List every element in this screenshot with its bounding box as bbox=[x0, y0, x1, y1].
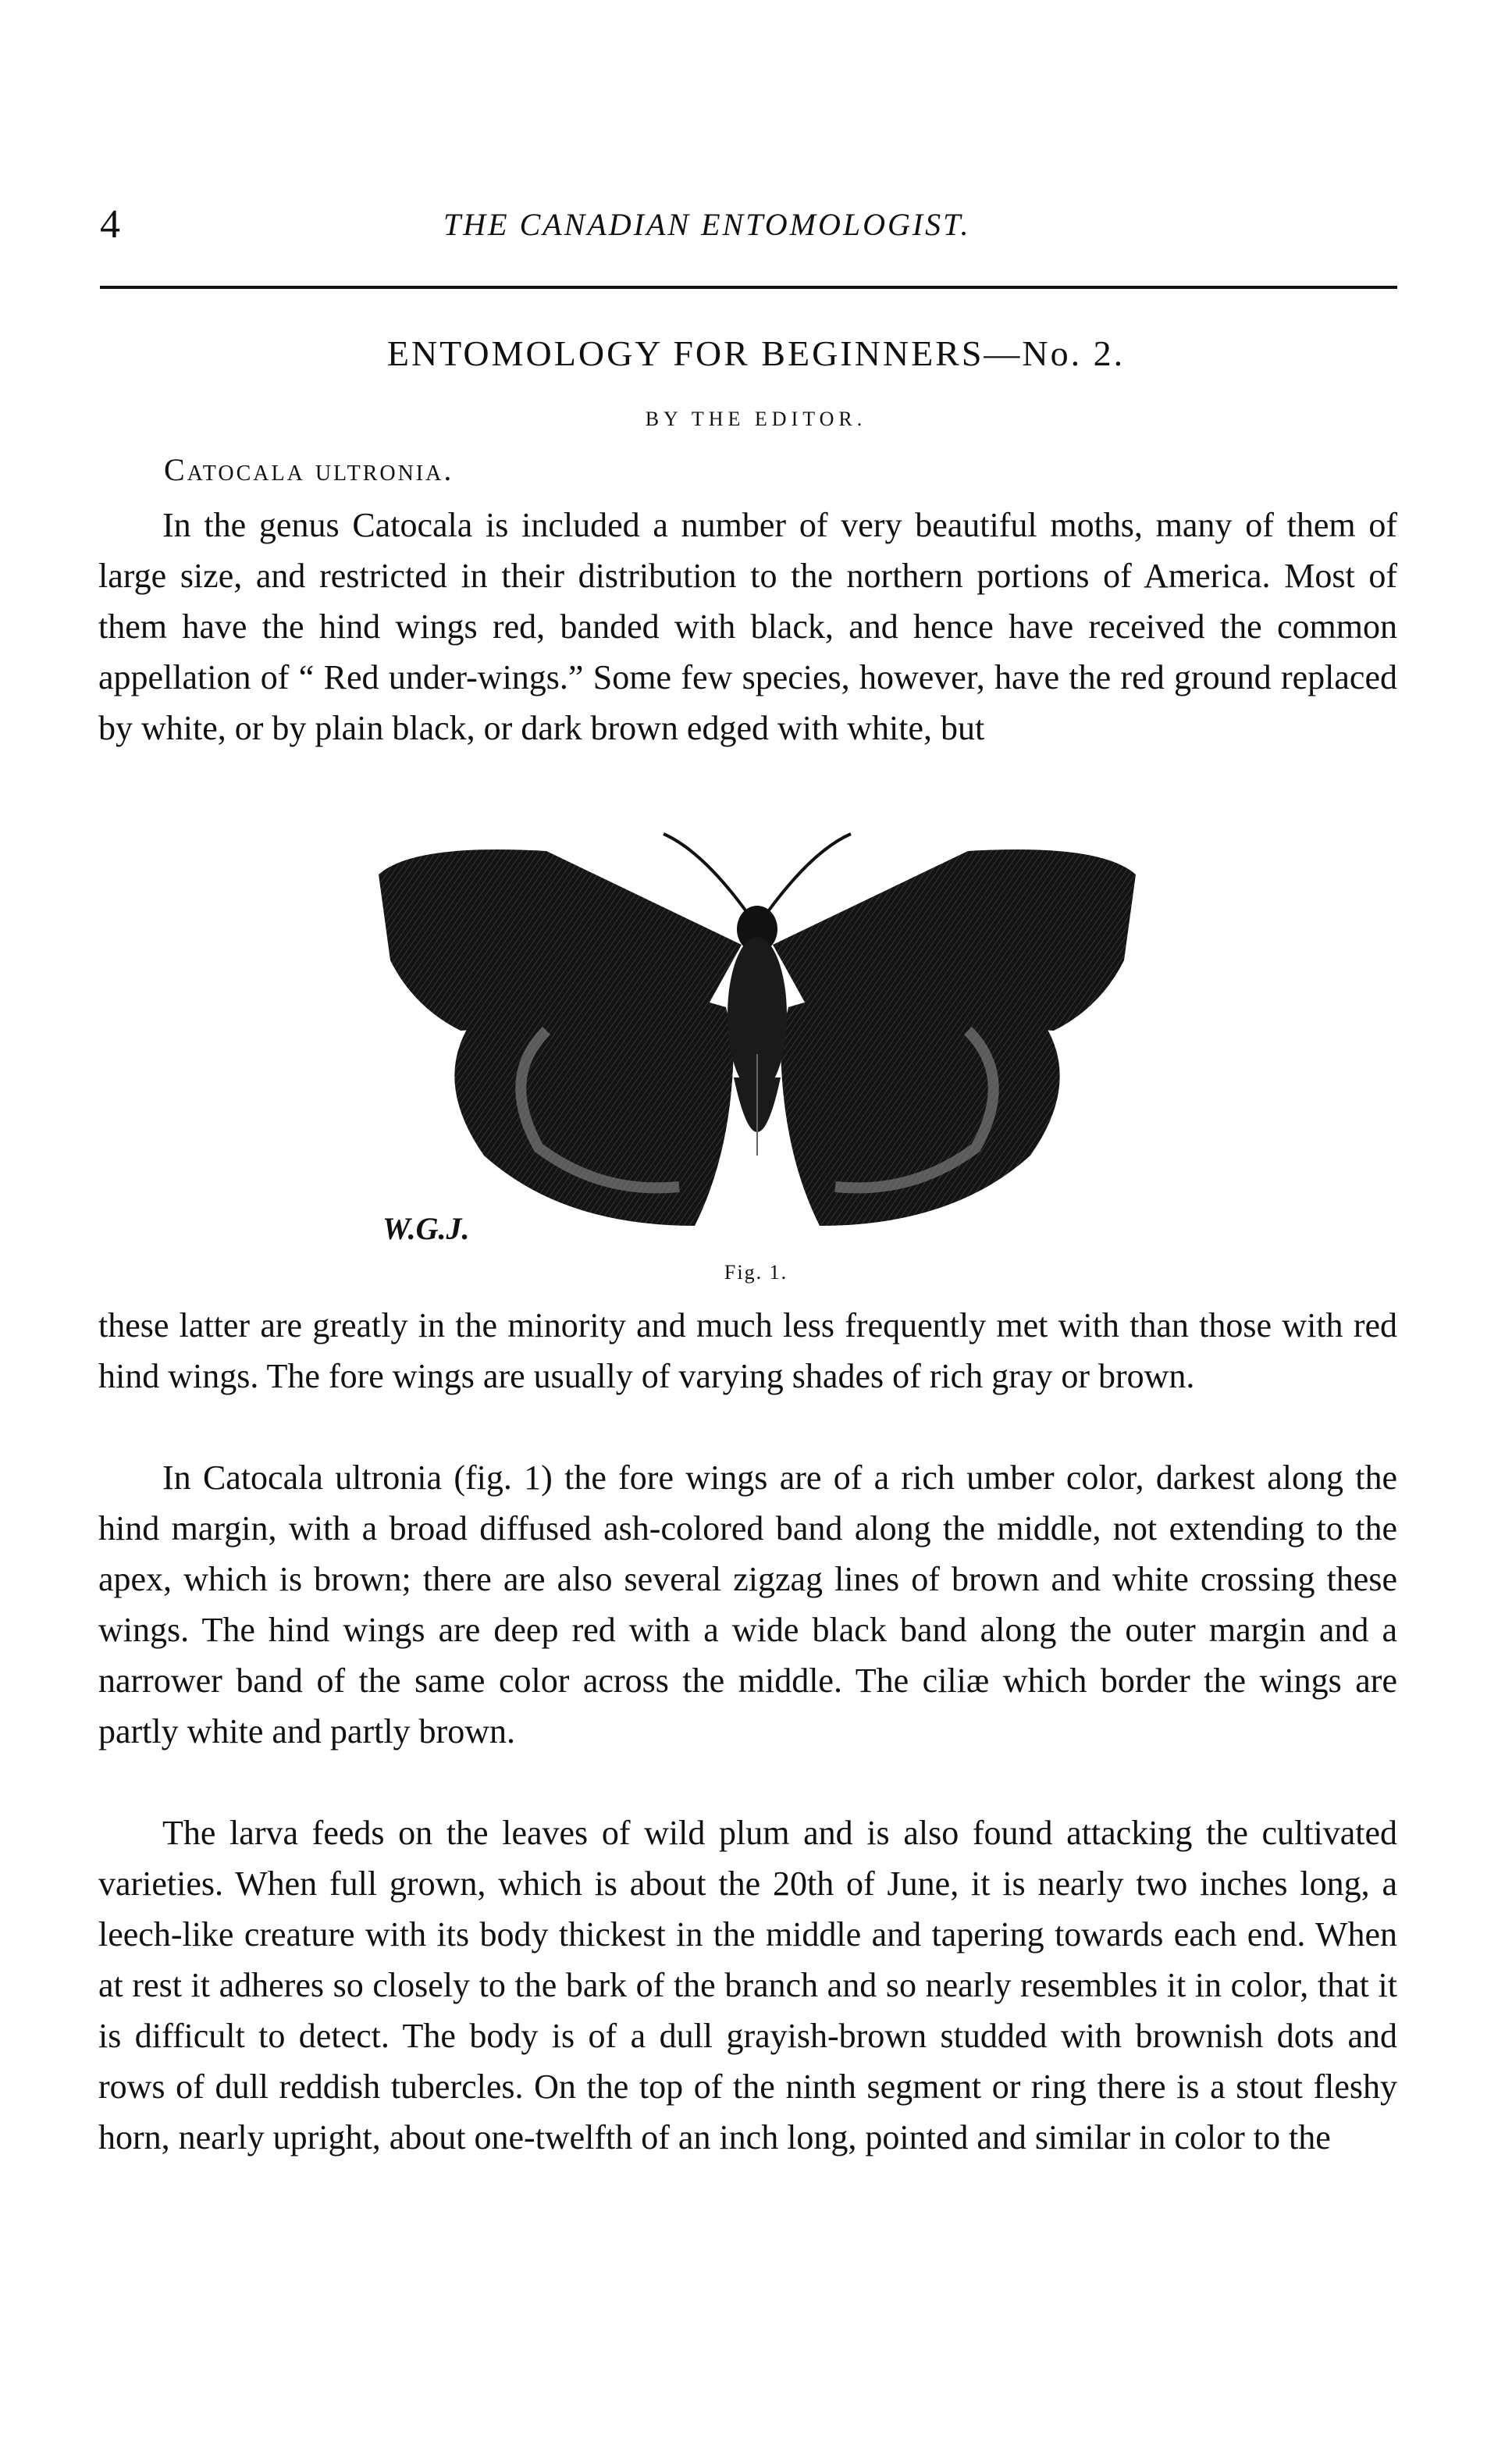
paragraph-intro: In the genus Catocala is included a number of very beautiful moths, many of them of large size, and restricted in their distribution to the northern portions of America. Most of them have the hind wings red, banded with black, and hence have received the common appellation of “ Red under-wings.” Some few species, however, have the red ground replaced by white, or by plain black, or dark brown edged with white, but bbox=[98, 506, 1397, 747]
paragraph-description: In Catocala ultronia (fig. 1) the fore wings are of a rich umber color, darkest along the hind margin, with a broad diffused ash-colored band along the middle, not extending to the apex, which is brown; there are also several zigzag lines of brown and white crossing these wings. The hind wings are deep red with a wide black band along the outer margin and a narrower band of the same color across the middle. The ciliæ which border the wings are partly white and partly brown. bbox=[98, 1458, 1397, 1750]
paragraph-continuation: these latter are greatly in the minority and much less frequently met with than those with red hind wings. The fore wings are usually of varying shades of rich gray or brown. bbox=[98, 1306, 1397, 1395]
article-title: ENTOMOLOGY FOR BEGINNERS—No. 2. bbox=[386, 333, 1126, 373]
moth-illustration-icon bbox=[367, 820, 1147, 1257]
byline: BY THE EDITOR. bbox=[645, 408, 867, 430]
journal-title: THE CANADIAN ENTOMOLOGIST. bbox=[443, 207, 971, 242]
figure-caption: Fig. 1. bbox=[724, 1261, 788, 1284]
header-rule bbox=[100, 286, 1397, 289]
running-header bbox=[100, 201, 1397, 248]
species-heading: Catocala ultronia. bbox=[164, 452, 454, 487]
paragraph-larva: The larva feeds on the leaves of wild plum and is also found attacking the cultivated varieties. When full grown, which is about the 20th of June, it is nearly two inches long, a leech-like creature with its body thickest in the middle and tapering towards each end. When at rest it adheres so closely to the bark of the branch and so nearly resembles it in color, that it is difficult to detect. The body is of a dull grayish-brown studded with brownish dots and rows of dull reddish tubercles. On the top of the ninth segment or ring there is a stout fleshy horn, nearly upright, about one-twelfth of an inch long, pointed and similar in color to the bbox=[98, 1814, 1397, 2156]
page-number: 4 bbox=[100, 202, 120, 247]
illustrator-mark: W.G.J. bbox=[382, 1211, 470, 1246]
